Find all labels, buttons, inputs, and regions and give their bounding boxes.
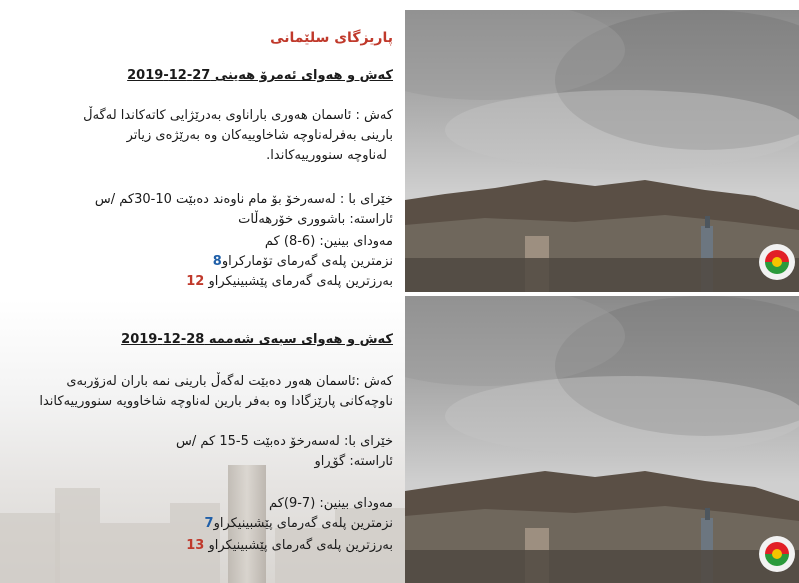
city-title: پاریزگای سلێمانی xyxy=(270,30,393,46)
day2-wind-direction: ئاراستە: گۆڕاو xyxy=(314,454,393,469)
day1-wind-direction: ئاراستە: باشووری خۆرهەڵات xyxy=(238,212,393,227)
day2-visibility: مەودای بینین: (7-9)کم xyxy=(269,496,393,511)
weather-photo-day2 xyxy=(405,296,799,583)
day1-weather-line: کەش : ئاسمان هەوری باراناوی بەدرێژایی کاتەکاندا لەگەڵ xyxy=(83,108,393,123)
weather-photo-day1 xyxy=(405,10,799,292)
day1-min-temp xyxy=(213,254,393,270)
day1-max-temp-label: بەرزترین پلەی گەرمای پێشبینیکراو xyxy=(208,274,393,289)
day1-visibility: مەودای بینین: (6-8) کم xyxy=(264,234,393,249)
day2-min-temp xyxy=(205,516,393,532)
day2-max-temp-label: بەرزترین پلەی گەرمای پێشبینیکراو xyxy=(208,538,393,553)
day1-min-temp-label: نزمترین پلەی گەرمای تۆمارکراو xyxy=(221,254,393,269)
day2-wind-speed: خێرای با: لەسەرخۆ دەبێت 5-15 کم /س xyxy=(175,434,393,449)
day2-min-temp-label: نزمترین پلەی گەرمای پێشبینیکراو xyxy=(213,516,393,531)
day2-max-temp xyxy=(186,538,393,554)
day1-weather-line: بارینی بەفرلەناوچە شاخاوییەکان وە بەرێژەی زیاتر xyxy=(126,128,393,143)
day1-heading: کەش و هەوای ئەمرۆ هەینی 27-12-2019 xyxy=(127,68,393,83)
day1-min-temp-value: 8 xyxy=(212,254,222,269)
day2-weather-line: کەش :ئاسمان هەور دەبێت لەگەڵ بارینی نمە باران لەزۆربەی xyxy=(66,374,393,389)
day1-max-temp xyxy=(186,274,393,290)
day1-max-temp-value: 12 xyxy=(186,274,205,289)
day2-heading: کەش و هەوای سبەی شەممە 28-12-2019 xyxy=(121,332,393,347)
day2-weather-line: ناوچەکانی پارێزگادا وە بەفر بارین لەناوچە شاخاوویە سنوورییەکاندا xyxy=(39,394,393,409)
day2-min-temp-value: 7 xyxy=(204,516,214,531)
day1-wind-speed: خێرای با : لەسەرخۆ بۆ مام ناوەند دەبێت 10-30کم /س xyxy=(94,192,393,207)
day2-max-temp-value: 13 xyxy=(186,538,205,553)
day1-weather-line: لەناوچە سنوورییەکاندا. xyxy=(266,148,387,163)
